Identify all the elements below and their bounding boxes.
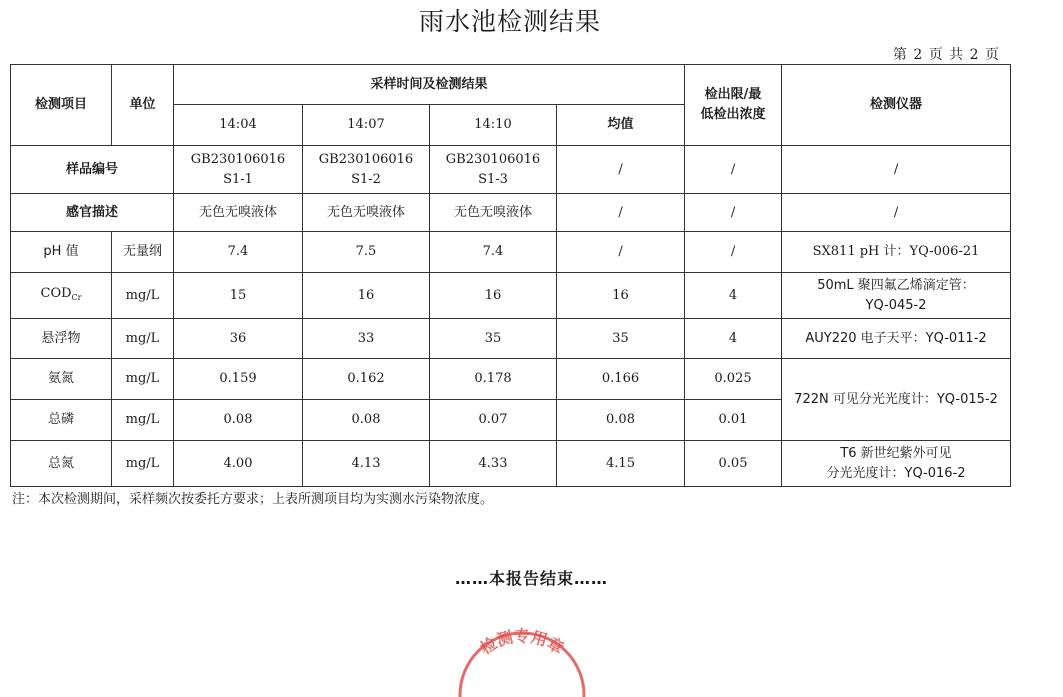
table-row <box>11 194 1011 232</box>
unit-cell: mg/L <box>112 400 174 441</box>
limit-cell: 4 <box>685 319 782 359</box>
report-end-text: ……本报告结束…… <box>454 569 608 588</box>
header-instrument: 检测仪器 <box>782 65 1011 146</box>
mean-cell: 16 <box>557 273 685 319</box>
value-cell: 0.162 <box>303 359 430 400</box>
instrument-line2: YQ-045-2 <box>865 297 927 313</box>
limit-cell: 0.025 <box>685 359 782 400</box>
seal-stamp-icon <box>447 627 597 697</box>
header-limit-line2: 低检出浓度 <box>700 107 766 122</box>
instrument-line1: T6 新世纪紫外可见 <box>840 445 952 461</box>
instrument-line2: 分光光度计：YQ-016-2 <box>826 465 966 481</box>
mean-cell: 0.166 <box>557 359 685 400</box>
sample-id-line2: S1-1 <box>223 171 253 187</box>
header-time-2: 14:07 <box>303 105 430 146</box>
unit-cell: mg/L <box>112 359 174 400</box>
limit-cell: / <box>685 194 782 232</box>
item-name: 悬浮物 <box>11 319 112 359</box>
table-row <box>11 359 1011 400</box>
instrument-line1: 50mL 聚四氟乙烯滴定管： <box>817 277 975 293</box>
table-row <box>11 273 1011 319</box>
header-row-1 <box>11 65 1011 105</box>
stamp-text <box>477 627 567 658</box>
sample-id-cell <box>430 146 557 194</box>
instrument-cell: AUY220 电子天平：YQ-011-2 <box>782 319 1011 359</box>
instrument-cell: 722N 可见分光光度计：YQ-015-2 <box>782 359 1011 441</box>
unit-cell: mg/L <box>112 273 174 319</box>
instrument-cell <box>782 441 1011 487</box>
limit-cell: 4 <box>685 273 782 319</box>
table-row <box>11 441 1011 487</box>
header-unit: 单位 <box>112 65 174 146</box>
value-cell: 33 <box>303 319 430 359</box>
limit-cell: / <box>685 232 782 273</box>
mean-cell: 4.15 <box>557 441 685 487</box>
header-limit-line1: 检出限/最 <box>704 87 762 102</box>
mean-cell: / <box>557 232 685 273</box>
header-mean: 均值 <box>557 105 685 146</box>
table-row <box>11 319 1011 359</box>
table-row <box>11 146 1011 194</box>
value-cell: 4.13 <box>303 441 430 487</box>
item-name: pH 值 <box>11 232 112 273</box>
value-cell: 7.4 <box>174 232 303 273</box>
sample-id-label: 样品编号 <box>11 146 174 194</box>
header-time-3: 14:10 <box>430 105 557 146</box>
header-item: 检测项目 <box>11 65 112 146</box>
table-row <box>11 232 1011 273</box>
value-cell: 0.178 <box>430 359 557 400</box>
sensory-cell: 无色无嗅液体 <box>430 194 557 232</box>
report-title: 雨水池检测结果 <box>418 7 601 36</box>
sensory-cell: 无色无嗅液体 <box>174 194 303 232</box>
sample-id-line1: GB230106016 <box>318 151 414 167</box>
limit-cell: 0.01 <box>685 400 782 441</box>
value-cell: 16 <box>430 273 557 319</box>
sample-id-line2: S1-3 <box>478 171 508 187</box>
value-cell: 35 <box>430 319 557 359</box>
sample-id-line1: GB230106016 <box>190 151 286 167</box>
sample-id-line1: GB230106016 <box>445 151 541 167</box>
instrument-cell: SX811 pH 计：YQ-006-21 <box>782 232 1011 273</box>
instrument-cell <box>782 273 1011 319</box>
value-cell: 0.08 <box>174 400 303 441</box>
value-cell: 4.00 <box>174 441 303 487</box>
cod-subscript: Cr <box>71 292 82 302</box>
value-cell: 7.5 <box>303 232 430 273</box>
instrument-cell: / <box>782 146 1011 194</box>
unit-cell: 无量纲 <box>112 232 174 273</box>
instrument-cell: / <box>782 194 1011 232</box>
sensory-cell: 无色无嗅液体 <box>303 194 430 232</box>
footnote: 注：本次检测期间，采样频次按委托方要求；上表所测项目均为实测水污染物浓度。 <box>12 492 494 507</box>
sample-id-cell <box>174 146 303 194</box>
value-cell: 0.08 <box>303 400 430 441</box>
value-cell: 7.4 <box>430 232 557 273</box>
sample-id-cell <box>303 146 430 194</box>
stamp-text-path: 检测专用章 <box>476 626 568 658</box>
mean-cell: / <box>557 194 685 232</box>
header-time-1: 14:04 <box>174 105 303 146</box>
header-limit <box>685 65 782 146</box>
cod-label: COD <box>40 285 72 301</box>
value-cell: 15 <box>174 273 303 319</box>
header-sampling: 采样时间及检测结果 <box>174 65 685 105</box>
limit-cell: / <box>685 146 782 194</box>
page-number: 第 2 页 共 2 页 <box>892 47 1000 63</box>
value-cell: 0.07 <box>430 400 557 441</box>
results-table <box>10 64 1011 487</box>
unit-cell: mg/L <box>112 441 174 487</box>
item-name: 氨氮 <box>11 359 112 400</box>
unit-cell: mg/L <box>112 319 174 359</box>
value-cell: 16 <box>303 273 430 319</box>
sample-id-line2: S1-2 <box>351 171 381 187</box>
item-name: 总氮 <box>11 441 112 487</box>
sensory-label: 感官描述 <box>11 194 174 232</box>
value-cell: 4.33 <box>430 441 557 487</box>
mean-cell: 35 <box>557 319 685 359</box>
mean-cell: 0.08 <box>557 400 685 441</box>
value-cell: 36 <box>174 319 303 359</box>
mean-cell: / <box>557 146 685 194</box>
item-name: 总磷 <box>11 400 112 441</box>
value-cell: 0.159 <box>174 359 303 400</box>
limit-cell: 0.05 <box>685 441 782 487</box>
item-name <box>11 273 112 319</box>
